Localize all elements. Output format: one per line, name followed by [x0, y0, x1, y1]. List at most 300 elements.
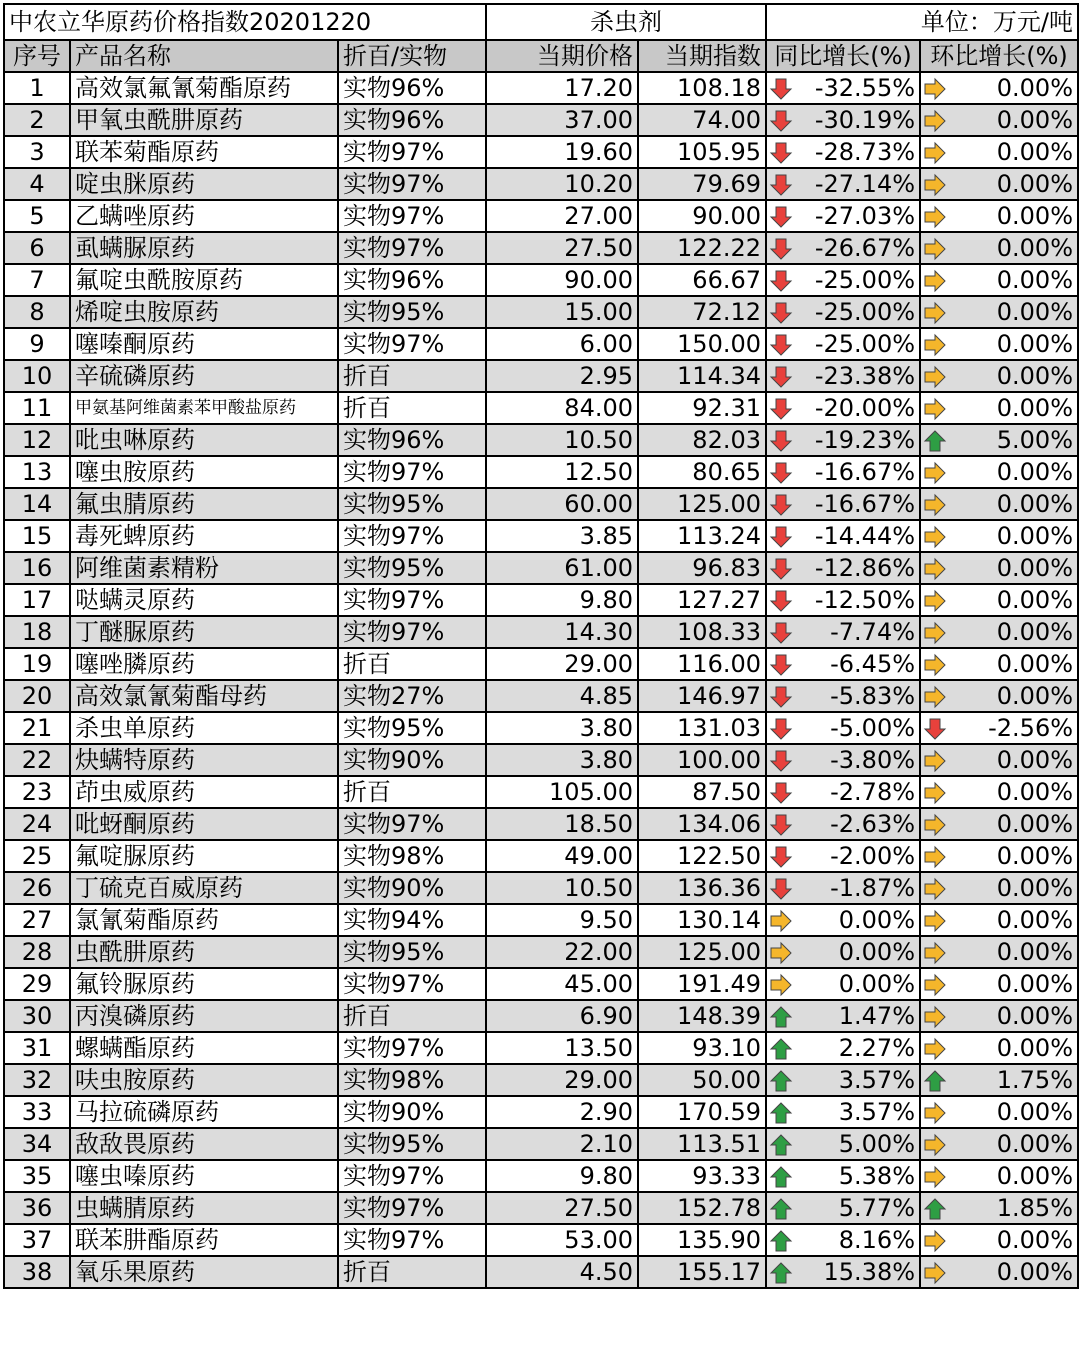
yoy-change-value: -12.50% — [814, 586, 916, 614]
yoy-change-value: -2.63% — [830, 810, 916, 838]
current-index: 170.59 — [638, 1096, 766, 1128]
product-spec: 实物95% — [338, 1128, 486, 1160]
mom-change-value: 0.00% — [996, 618, 1074, 646]
mom-change — [920, 264, 1078, 296]
product-spec: 实物95% — [338, 296, 486, 328]
yoy-change — [766, 264, 920, 296]
product-spec: 实物96% — [338, 264, 486, 296]
yoy-change — [766, 456, 920, 488]
yoy-change-value: -7.74% — [830, 618, 916, 646]
current-index: 113.51 — [638, 1128, 766, 1160]
arrow-down-icon — [769, 205, 793, 229]
row-number: 30 — [4, 1000, 70, 1032]
yoy-change-value: -28.73% — [814, 138, 916, 166]
table-row — [4, 232, 1078, 264]
table-row — [4, 456, 1078, 488]
product-spec: 实物97% — [338, 232, 486, 264]
yoy-change — [766, 1128, 920, 1160]
table-row — [4, 136, 1078, 168]
table-row — [4, 712, 1078, 744]
mom-change-value: 0.00% — [996, 842, 1074, 870]
product-name: 茚虫威原药 — [70, 776, 338, 808]
product-name: 吡蚜酮原药 — [70, 808, 338, 840]
table-row — [4, 904, 1078, 936]
yoy-change-value: -32.55% — [814, 74, 916, 102]
current-price: 3.80 — [486, 712, 638, 744]
row-number: 26 — [4, 872, 70, 904]
current-index: 155.17 — [638, 1256, 766, 1288]
row-number: 5 — [4, 200, 70, 232]
row-number: 21 — [4, 712, 70, 744]
yoy-change — [766, 328, 920, 360]
mom-change — [920, 424, 1078, 456]
current-price: 61.00 — [486, 552, 638, 584]
arrow-right-icon — [923, 909, 947, 933]
yoy-change — [766, 200, 920, 232]
product-spec: 实物98% — [338, 840, 486, 872]
current-price: 4.50 — [486, 1256, 638, 1288]
mom-change — [920, 584, 1078, 616]
mom-change — [920, 1096, 1078, 1128]
row-number: 25 — [4, 840, 70, 872]
current-index: 152.78 — [638, 1192, 766, 1224]
mom-change — [920, 1224, 1078, 1256]
arrow-up-icon — [923, 429, 947, 453]
row-number: 38 — [4, 1256, 70, 1288]
product-name: 螺螨酯原药 — [70, 1032, 338, 1064]
current-price: 105.00 — [486, 776, 638, 808]
current-price: 10.20 — [486, 168, 638, 200]
table-row — [4, 1000, 1078, 1032]
row-number: 33 — [4, 1096, 70, 1128]
arrow-down-icon — [769, 653, 793, 677]
arrow-up-icon — [769, 1197, 793, 1221]
yoy-change-value: 15.38% — [823, 1258, 916, 1286]
current-price: 27.50 — [486, 232, 638, 264]
mom-change-value: 0.00% — [996, 1226, 1074, 1254]
arrow-down-icon — [769, 269, 793, 293]
arrow-right-icon — [923, 1229, 947, 1253]
arrow-right-icon — [923, 1101, 947, 1125]
product-spec: 实物27% — [338, 680, 486, 712]
table-row — [4, 968, 1078, 1000]
arrow-down-icon — [769, 685, 793, 709]
price-index-table — [3, 3, 1079, 1289]
yoy-change-value: -6.45% — [830, 650, 916, 678]
product-name: 虫螨腈原药 — [70, 1192, 338, 1224]
yoy-change-value: -25.00% — [814, 266, 916, 294]
yoy-change — [766, 712, 920, 744]
row-number: 15 — [4, 520, 70, 552]
current-price: 29.00 — [486, 648, 638, 680]
current-price: 2.95 — [486, 360, 638, 392]
mom-change — [920, 520, 1078, 552]
product-name: 高效氯氟氰菊酯原药 — [70, 72, 338, 104]
mom-change-value: 1.75% — [996, 1066, 1074, 1094]
current-price: 10.50 — [486, 872, 638, 904]
row-number: 8 — [4, 296, 70, 328]
mom-change-value: 0.00% — [996, 522, 1074, 550]
mom-change-value: 0.00% — [996, 1034, 1074, 1062]
current-index: 135.90 — [638, 1224, 766, 1256]
arrow-right-icon — [923, 365, 947, 389]
current-index: 148.39 — [638, 1000, 766, 1032]
table-row — [4, 808, 1078, 840]
mom-change-value: 0.00% — [996, 490, 1074, 518]
yoy-change — [766, 1160, 920, 1192]
product-spec: 实物95% — [338, 712, 486, 744]
product-spec: 实物97% — [338, 328, 486, 360]
mom-change-value: 0.00% — [996, 650, 1074, 678]
yoy-change-value: 0.00% — [838, 938, 916, 966]
row-number: 19 — [4, 648, 70, 680]
yoy-change — [766, 1064, 920, 1096]
mom-change — [920, 72, 1078, 104]
row-number: 35 — [4, 1160, 70, 1192]
current-index: 105.95 — [638, 136, 766, 168]
mom-change — [920, 648, 1078, 680]
table-row — [4, 1160, 1078, 1192]
yoy-change — [766, 104, 920, 136]
current-price: 15.00 — [486, 296, 638, 328]
current-price: 60.00 — [486, 488, 638, 520]
product-name: 虫酰肼原药 — [70, 936, 338, 968]
arrow-right-icon — [923, 301, 947, 325]
current-price: 17.20 — [486, 72, 638, 104]
row-number: 23 — [4, 776, 70, 808]
current-price: 12.50 — [486, 456, 638, 488]
arrow-right-icon — [923, 685, 947, 709]
yoy-change — [766, 680, 920, 712]
arrow-right-icon — [923, 141, 947, 165]
current-index: 92.31 — [638, 392, 766, 424]
yoy-change-value: 5.77% — [838, 1194, 916, 1222]
yoy-change-value: 3.57% — [838, 1066, 916, 1094]
current-index: 87.50 — [638, 776, 766, 808]
arrow-down-icon — [769, 461, 793, 485]
product-spec: 实物90% — [338, 744, 486, 776]
mom-change-value: 0.00% — [996, 778, 1074, 806]
yoy-change — [766, 872, 920, 904]
table-row — [4, 840, 1078, 872]
product-name: 马拉硫磷原药 — [70, 1096, 338, 1128]
current-price: 14.30 — [486, 616, 638, 648]
mom-change — [920, 104, 1078, 136]
product-name: 吡虫啉原药 — [70, 424, 338, 456]
report-title: 中农立华原药价格指数20201220 — [4, 4, 486, 40]
current-index: 150.00 — [638, 328, 766, 360]
mom-change-value: 0.00% — [996, 970, 1074, 998]
unit-label: 单位：万元/吨 — [766, 4, 1078, 40]
product-name: 甲氧虫酰肼原药 — [70, 104, 338, 136]
product-name: 氟铃脲原药 — [70, 968, 338, 1000]
yoy-change — [766, 1096, 920, 1128]
product-name: 高效氯氰菊酯母药 — [70, 680, 338, 712]
row-number: 16 — [4, 552, 70, 584]
arrow-up-icon — [769, 1037, 793, 1061]
table-row — [4, 520, 1078, 552]
yoy-change — [766, 1224, 920, 1256]
table-row — [4, 1128, 1078, 1160]
table-row — [4, 72, 1078, 104]
yoy-change — [766, 1256, 920, 1288]
product-spec: 折百 — [338, 392, 486, 424]
arrow-up-icon — [923, 1197, 947, 1221]
mom-change — [920, 1064, 1078, 1096]
product-name: 辛硫磷原药 — [70, 360, 338, 392]
mom-change-value: 0.00% — [996, 106, 1074, 134]
table-row — [4, 872, 1078, 904]
mom-change — [920, 872, 1078, 904]
mom-change-value: 0.00% — [996, 362, 1074, 390]
table-row — [4, 200, 1078, 232]
table-row — [4, 328, 1078, 360]
current-index: 116.00 — [638, 648, 766, 680]
yoy-change — [766, 232, 920, 264]
arrow-right-icon — [923, 1261, 947, 1285]
yoy-change — [766, 136, 920, 168]
current-index: 130.14 — [638, 904, 766, 936]
row-number: 37 — [4, 1224, 70, 1256]
current-index: 79.69 — [638, 168, 766, 200]
current-price: 6.00 — [486, 328, 638, 360]
table-row — [4, 1192, 1078, 1224]
mom-change-value: 0.00% — [996, 234, 1074, 262]
row-number: 1 — [4, 72, 70, 104]
arrow-up-icon — [769, 1069, 793, 1093]
arrow-down-icon — [769, 333, 793, 357]
yoy-change-value: -14.44% — [814, 522, 916, 550]
arrow-down-icon — [769, 557, 793, 581]
column-header-no: 序号 — [4, 40, 70, 72]
mom-change-value: 0.00% — [996, 202, 1074, 230]
yoy-change-value: 0.00% — [838, 906, 916, 934]
mom-change — [920, 168, 1078, 200]
row-number: 22 — [4, 744, 70, 776]
arrow-right-icon — [923, 109, 947, 133]
mom-change-value: 0.00% — [996, 458, 1074, 486]
table-row — [4, 776, 1078, 808]
mom-change-value: 1.85% — [996, 1194, 1074, 1222]
mom-change-value: 0.00% — [996, 1162, 1074, 1190]
product-spec: 实物97% — [338, 520, 486, 552]
arrow-down-icon — [769, 365, 793, 389]
column-header-index: 当期指数 — [638, 40, 766, 72]
mom-change-value: 0.00% — [996, 170, 1074, 198]
current-price: 2.10 — [486, 1128, 638, 1160]
table-row — [4, 1032, 1078, 1064]
yoy-change-value: -3.80% — [830, 746, 916, 774]
row-number: 27 — [4, 904, 70, 936]
yoy-change-value: -25.00% — [814, 330, 916, 358]
arrow-right-icon — [923, 749, 947, 773]
current-price: 13.50 — [486, 1032, 638, 1064]
current-index: 96.83 — [638, 552, 766, 584]
arrow-down-icon — [769, 109, 793, 133]
product-name: 噻虫胺原药 — [70, 456, 338, 488]
arrow-right-icon — [923, 1133, 947, 1157]
mom-change-value: 0.00% — [996, 266, 1074, 294]
yoy-change — [766, 648, 920, 680]
arrow-right-icon — [923, 973, 947, 997]
product-spec: 实物97% — [338, 1032, 486, 1064]
product-spec: 实物96% — [338, 424, 486, 456]
arrow-right-icon — [923, 461, 947, 485]
yoy-change-value: -23.38% — [814, 362, 916, 390]
current-index: 131.03 — [638, 712, 766, 744]
mom-change — [920, 136, 1078, 168]
product-spec: 实物98% — [338, 1064, 486, 1096]
arrow-down-icon — [769, 237, 793, 261]
row-number: 11 — [4, 392, 70, 424]
row-number: 18 — [4, 616, 70, 648]
current-price: 90.00 — [486, 264, 638, 296]
current-index: 93.33 — [638, 1160, 766, 1192]
mom-change-value: -2.56% — [988, 714, 1074, 742]
title-row — [4, 4, 1078, 40]
table-row — [4, 616, 1078, 648]
yoy-change — [766, 552, 920, 584]
mom-change — [920, 1256, 1078, 1288]
product-spec: 实物97% — [338, 968, 486, 1000]
yoy-change-value: -20.00% — [814, 394, 916, 422]
arrow-down-icon — [769, 877, 793, 901]
mom-change-value: 0.00% — [996, 138, 1074, 166]
current-price: 49.00 — [486, 840, 638, 872]
mom-change-value: 0.00% — [996, 906, 1074, 934]
product-spec: 实物90% — [338, 1096, 486, 1128]
table-row — [4, 168, 1078, 200]
mom-change — [920, 1128, 1078, 1160]
current-price: 6.90 — [486, 1000, 638, 1032]
mom-change — [920, 1032, 1078, 1064]
table-row — [4, 104, 1078, 136]
current-index: 72.12 — [638, 296, 766, 328]
arrow-right-icon — [923, 493, 947, 517]
table-row — [4, 296, 1078, 328]
current-price: 22.00 — [486, 936, 638, 968]
mom-change — [920, 744, 1078, 776]
mom-change — [920, 232, 1078, 264]
yoy-change — [766, 72, 920, 104]
row-number: 14 — [4, 488, 70, 520]
arrow-right-icon — [923, 621, 947, 645]
product-name: 氯氰菊酯原药 — [70, 904, 338, 936]
row-number: 24 — [4, 808, 70, 840]
yoy-change — [766, 424, 920, 456]
mom-change — [920, 360, 1078, 392]
product-name: 烯啶虫胺原药 — [70, 296, 338, 328]
yoy-change — [766, 776, 920, 808]
product-name: 哒螨灵原药 — [70, 584, 338, 616]
row-number: 4 — [4, 168, 70, 200]
arrow-right-icon — [923, 397, 947, 421]
product-name: 甲氨基阿维菌素苯甲酸盐原药 — [70, 392, 338, 424]
mom-change-value: 0.00% — [996, 938, 1074, 966]
row-number: 31 — [4, 1032, 70, 1064]
arrow-right-icon — [923, 1005, 947, 1029]
table-row — [4, 552, 1078, 584]
arrow-right-icon — [923, 1165, 947, 1189]
yoy-change — [766, 1032, 920, 1064]
arrow-down-icon — [769, 589, 793, 613]
yoy-change — [766, 1000, 920, 1032]
arrow-right-icon — [923, 589, 947, 613]
row-number: 34 — [4, 1128, 70, 1160]
mom-change — [920, 936, 1078, 968]
yoy-change-value: 5.00% — [838, 1130, 916, 1158]
mom-change-value: 0.00% — [996, 874, 1074, 902]
yoy-change-value: -27.03% — [814, 202, 916, 230]
current-price: 45.00 — [486, 968, 638, 1000]
mom-change-value: 0.00% — [996, 554, 1074, 582]
arrow-up-icon — [769, 1133, 793, 1157]
yoy-change-value: -2.00% — [830, 842, 916, 870]
column-header-spec: 折百/实物 — [338, 40, 486, 72]
product-spec: 折百 — [338, 776, 486, 808]
current-index: 82.03 — [638, 424, 766, 456]
current-price: 2.90 — [486, 1096, 638, 1128]
yoy-change — [766, 744, 920, 776]
yoy-change-value: 3.57% — [838, 1098, 916, 1126]
mom-change-value: 0.00% — [996, 1258, 1074, 1286]
row-number: 32 — [4, 1064, 70, 1096]
product-spec: 实物94% — [338, 904, 486, 936]
yoy-change-value: -16.67% — [814, 458, 916, 486]
current-index: 66.67 — [638, 264, 766, 296]
arrow-down-icon — [769, 429, 793, 453]
column-header-price: 当期价格 — [486, 40, 638, 72]
arrow-down-icon — [769, 749, 793, 773]
current-price: 3.80 — [486, 744, 638, 776]
row-number: 20 — [4, 680, 70, 712]
product-name: 氟虫腈原药 — [70, 488, 338, 520]
current-price: 19.60 — [486, 136, 638, 168]
current-index: 90.00 — [638, 200, 766, 232]
current-price: 37.00 — [486, 104, 638, 136]
row-number: 7 — [4, 264, 70, 296]
product-spec: 实物97% — [338, 456, 486, 488]
current-price: 9.80 — [486, 584, 638, 616]
row-number: 17 — [4, 584, 70, 616]
table-row — [4, 1064, 1078, 1096]
current-index: 108.33 — [638, 616, 766, 648]
current-index: 80.65 — [638, 456, 766, 488]
current-index: 134.06 — [638, 808, 766, 840]
current-index: 113.24 — [638, 520, 766, 552]
arrow-down-icon — [769, 717, 793, 741]
yoy-change — [766, 584, 920, 616]
current-index: 74.00 — [638, 104, 766, 136]
mom-change — [920, 712, 1078, 744]
product-spec: 实物97% — [338, 1160, 486, 1192]
product-spec: 实物95% — [338, 936, 486, 968]
yoy-change-value: -25.00% — [814, 298, 916, 326]
current-price: 27.50 — [486, 1192, 638, 1224]
product-spec: 实物90% — [338, 872, 486, 904]
table-row — [4, 488, 1078, 520]
table-row — [4, 1096, 1078, 1128]
yoy-change — [766, 936, 920, 968]
product-name: 噻嗪酮原药 — [70, 328, 338, 360]
current-index: 50.00 — [638, 1064, 766, 1096]
table-row — [4, 1224, 1078, 1256]
yoy-change-value: -12.86% — [814, 554, 916, 582]
current-index: 125.00 — [638, 488, 766, 520]
arrow-right-icon — [923, 1037, 947, 1061]
table-row — [4, 392, 1078, 424]
mom-change — [920, 904, 1078, 936]
